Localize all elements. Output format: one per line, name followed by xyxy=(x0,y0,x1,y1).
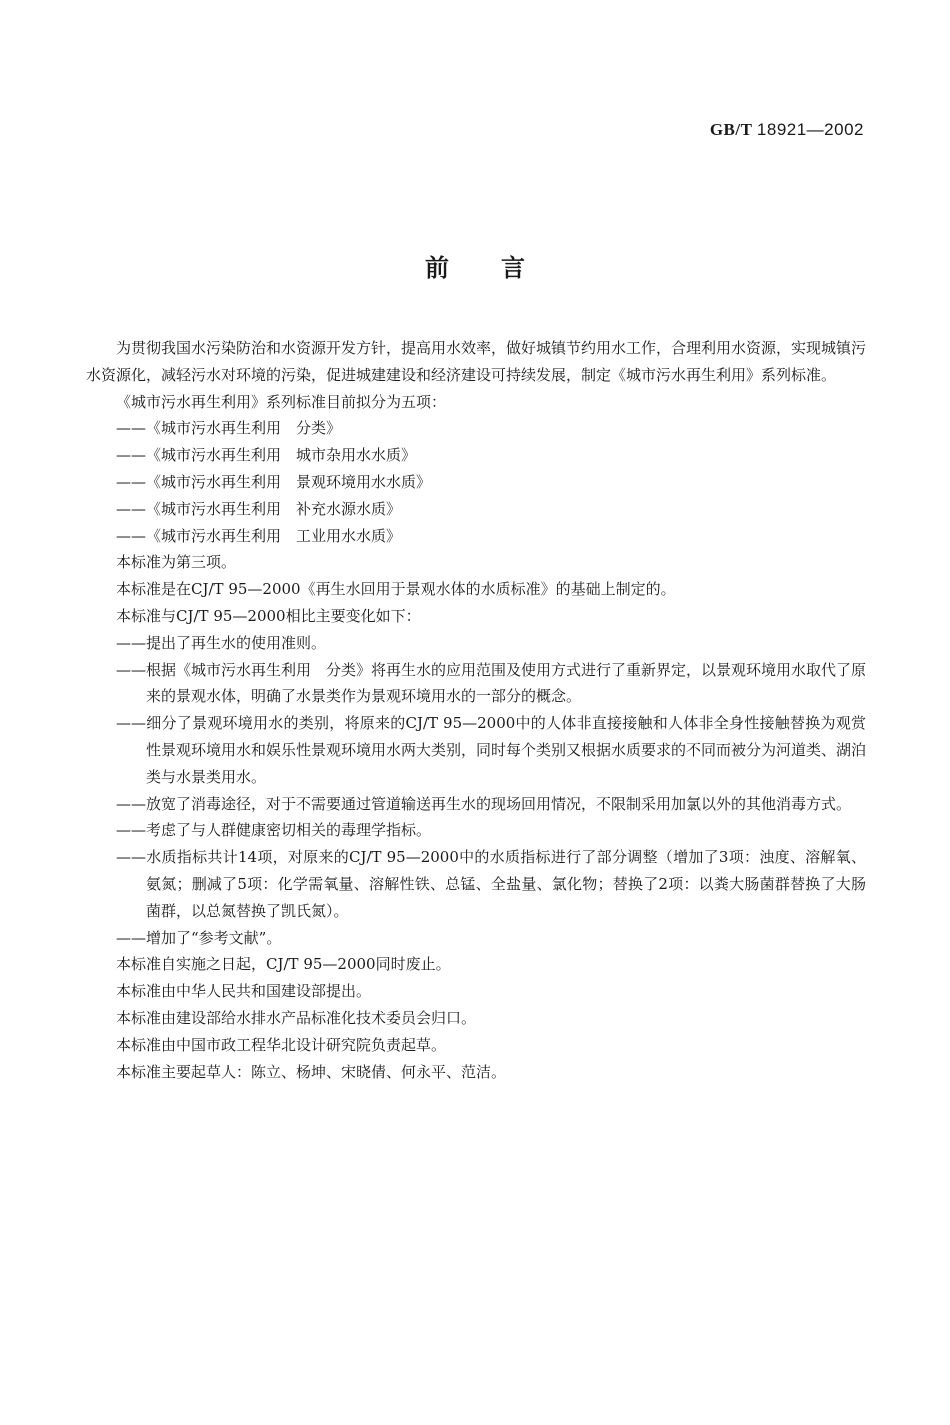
third-item-note: 本标准为第三项。 xyxy=(116,553,237,572)
standard-number: 18921—2002 xyxy=(756,120,864,139)
change-item-7: ——增加了“参考文献”。 xyxy=(116,928,282,947)
basis-paragraph: 本标准是在CJ/T 95—2000《再生水回用于景观水体的水质标准》的基础上制定的。 xyxy=(116,580,676,599)
series-intro: 《城市污水再生利用》系列标准目前拟分为五项： xyxy=(116,392,447,411)
series-item-1: ——《城市污水再生利用 分类》 xyxy=(116,419,342,438)
series-item-4: ——《城市污水再生利用 补充水源水质》 xyxy=(116,499,402,518)
standard-prefix: GB/T xyxy=(709,120,753,139)
change-item-2: ——根据《城市污水再生利用 分类》将再生水的应用范围及使用方式进行了重新界定，以景观环境用水取代了原来的景观水体，明确了水景类作为景观环境用水的一部分的概念。 xyxy=(116,660,867,706)
changes-intro: 本标准与CJ/T 95—2000相比主要变化如下： xyxy=(116,606,421,625)
drafter-unit-paragraph: 本标准由中国市政工程华北设计研究院负责起草。 xyxy=(116,1035,447,1054)
custodian-paragraph: 本标准由建设部给水排水产品标准化技术委员会归口。 xyxy=(116,1008,477,1027)
intro-paragraph: 为贯彻我国水污染防治和水资源开发方针，提高用水效率，做好城镇节约用水工作，合理利用水资源，实现城镇污水资源化，减轻污水对环境的污染，促进城建建设和经济建设可持续发展，制定《城市污水再生利用》系列标准。 xyxy=(86,339,867,384)
series-item-3: ——《城市污水再生利用 景观环境用水水质》 xyxy=(116,472,432,491)
change-item-5: ——考虑了与人群健康密切相关的毒理学指标。 xyxy=(116,821,432,840)
series-item-2: ——《城市污水再生利用 城市杂用水水质》 xyxy=(116,446,417,465)
series-item-5: ——《城市污水再生利用 工业用水水质》 xyxy=(116,526,402,545)
document-body xyxy=(86,335,866,1085)
proposer-paragraph: 本标准由中华人民共和国建设部提出。 xyxy=(116,982,372,1001)
change-item-1: ——提出了再生水的使用准则。 xyxy=(116,633,327,652)
change-item-6: ——水质指标共计14项，对原来的CJ/T 95—2000中的水质指标进行了部分调整（增加了3项：浊度、溶解氧、氨氮；删减了5项：化学需氧量、溶解性铁、总锰、全盐量、氯化物；替换了2项：以粪大肠菌群替换了大肠菌群，以总氮替换了凯氏氮）。 xyxy=(116,848,866,920)
change-item-3: ——细分了景观环境用水的类别，将原来的CJ/T 95—2000中的人体非直接接触和人体非全身性接触替换为观赏性景观环境用水和娱乐性景观环境用水两大类别，同时每个类别又根据水质要求的不同而被分为河道类、湖泊类与水景类用水。 xyxy=(116,714,867,786)
page-title: 前言 xyxy=(425,254,577,282)
abolish-paragraph: 本标准自实施之日起，CJ/T 95—2000同时废止。 xyxy=(116,955,451,974)
drafters-paragraph: 本标准主要起草人：陈立、杨坤、宋晓倩、何永平、范洁。 xyxy=(116,1062,507,1081)
standard-code xyxy=(710,120,864,140)
change-item-4: ——放宽了消毒途径，对于不需要通过管道输送再生水的现场回用情况，不限制采用加氯以外的其他消毒方式。 xyxy=(116,794,852,813)
